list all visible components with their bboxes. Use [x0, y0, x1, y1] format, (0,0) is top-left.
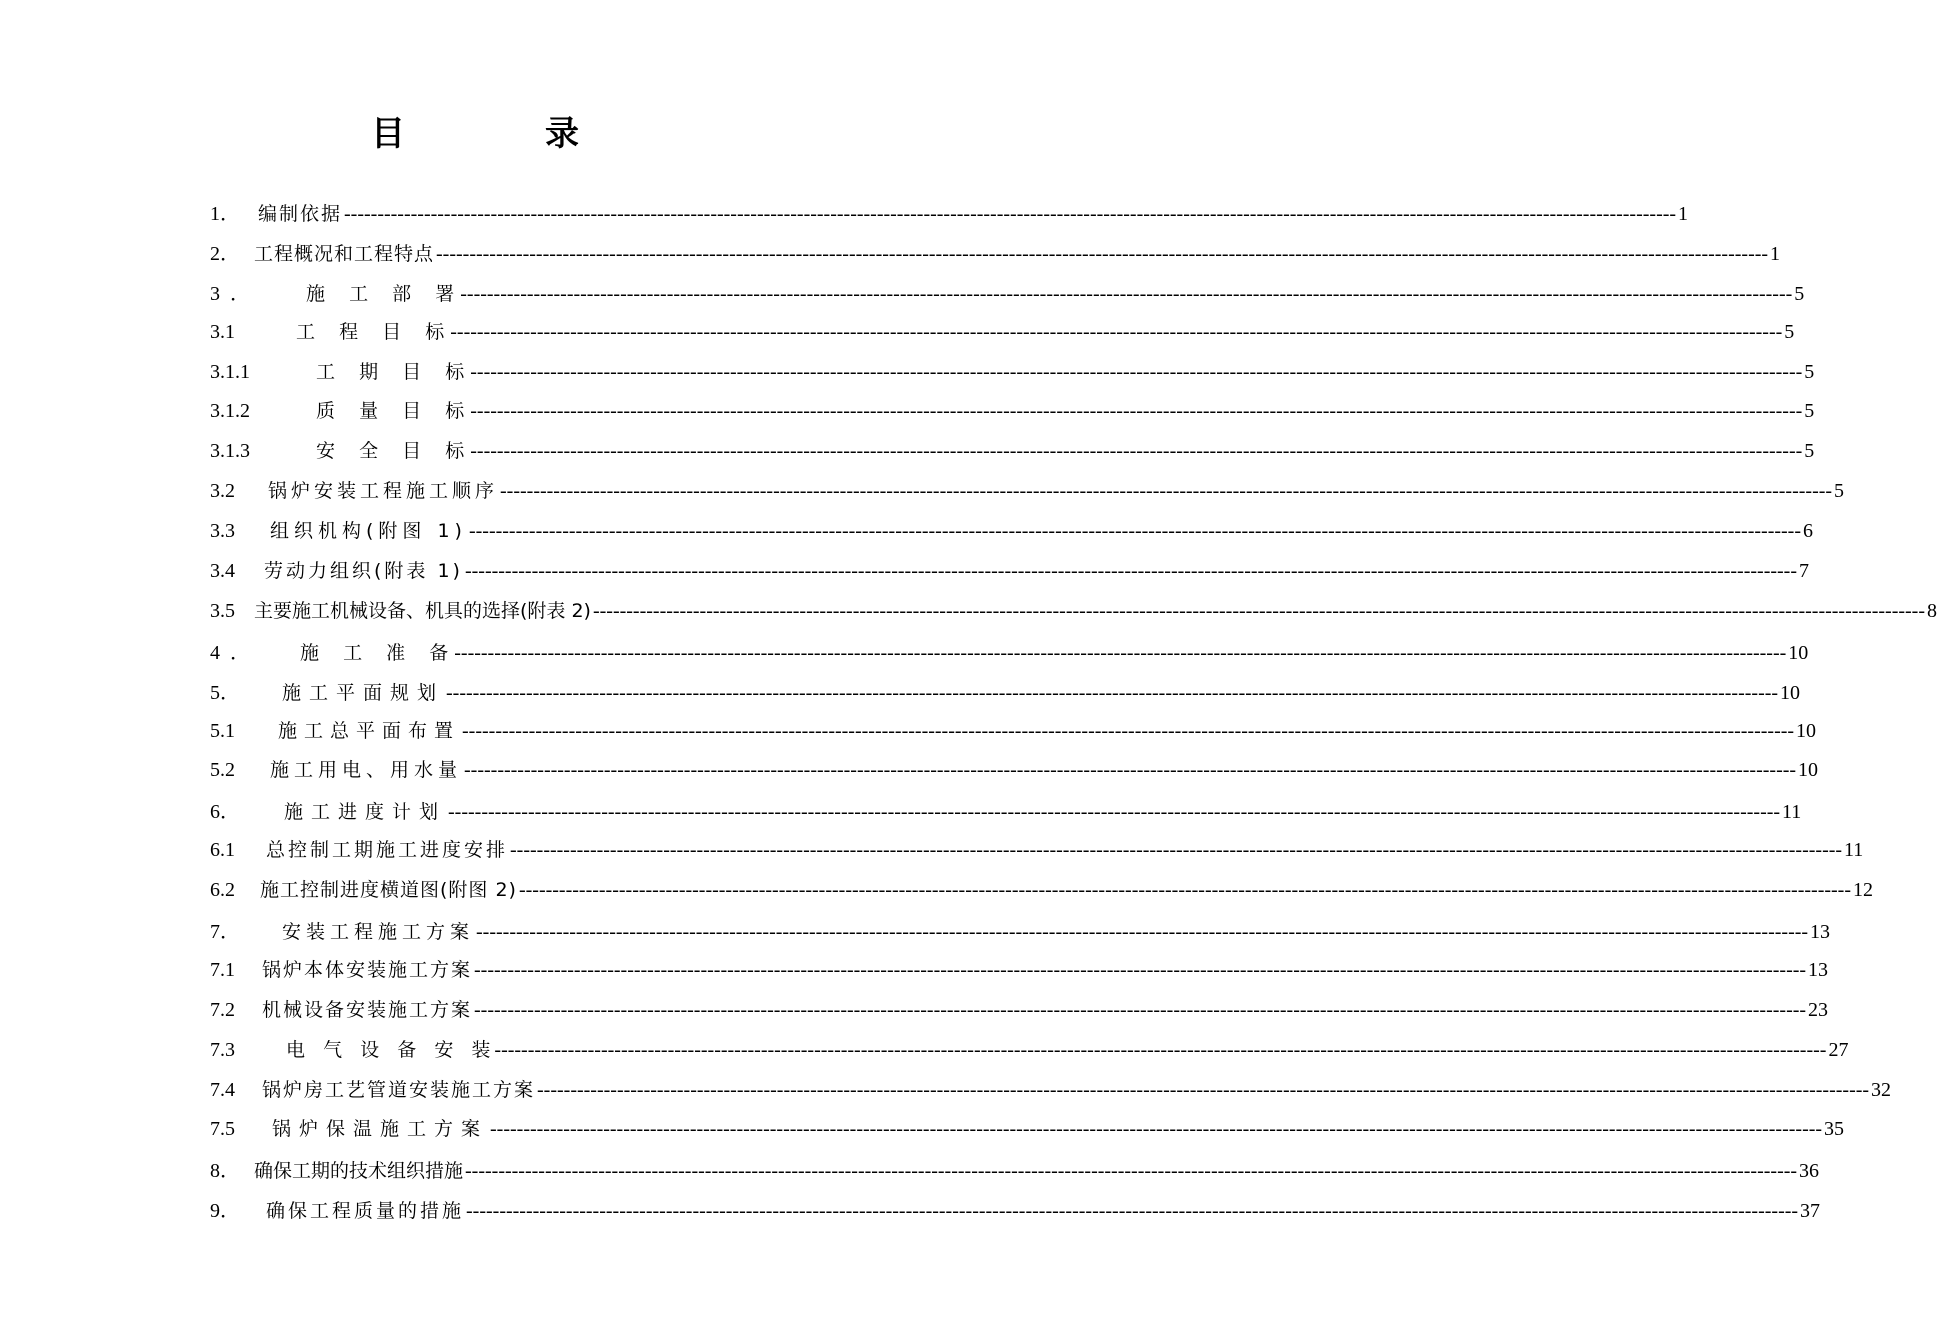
toc-entry-number: 3 ． — [210, 282, 250, 305]
toc-leader-dashes: -------------------------------------------------------------------------------------------------------------------------------------------------------------------------------------------------------- — [450, 320, 1783, 343]
toc-entry-title: 确保工程质量的措施 — [266, 1200, 465, 1223]
toc-leader-dashes: -------------------------------------------------------------------------------------------------------------------------------------------------------------------------------------------------------- — [510, 839, 1843, 862]
toc-entry[interactable] — [210, 676, 1801, 716]
page-title — [0, 106, 950, 155]
toc-entry-title: 施工进度计划 — [284, 801, 447, 824]
toc-entry-page-number: 5 — [1834, 480, 1845, 503]
toc-leader-dashes: -------------------------------------------------------------------------------------------------------------------------------------------------------------------------------------------------------- — [500, 480, 1833, 503]
toc-leader-dashes: -------------------------------------------------------------------------------------------------------------------------------------------------------------------------------------------------------- — [466, 1200, 1799, 1223]
toc-entry-title: 施 工 部 署 — [306, 282, 459, 305]
toc-entry-title: 锅炉本体安装施工方案 — [262, 958, 473, 981]
toc-leader-dashes: -------------------------------------------------------------------------------------------------------------------------------------------------------------------------------------------------------- — [436, 242, 1769, 265]
toc-leader-dashes: -------------------------------------------------------------------------------------------------------------------------------------------------------------------------------------------------------- — [460, 282, 1793, 305]
toc-leader-dashes: -------------------------------------------------------------------------------------------------------------------------------------------------------------------------------------------------------- — [448, 801, 1781, 824]
toc-entry-number: 7.5 — [210, 1118, 235, 1141]
toc-entry-page-number: 1 — [1770, 242, 1781, 265]
toc-leader-dashes: -------------------------------------------------------------------------------------------------------------------------------------------------------------------------------------------------------- — [470, 440, 1803, 463]
title-char-right: 录 — [545, 114, 579, 154]
toc-entry-number: 3.1 — [210, 320, 235, 343]
toc-leader-dashes: -------------------------------------------------------------------------------------------------------------------------------------------------------------------------------------------------------- — [464, 759, 1797, 782]
toc-entry-title: 锅炉安装工程施工顺序 — [268, 480, 499, 503]
toc-entry[interactable] — [210, 755, 1819, 795]
toc-entry-page-number: 11 — [1782, 801, 1802, 824]
toc-leader-dashes: -------------------------------------------------------------------------------------------------------------------------------------------------------------------------------------------------------- — [476, 921, 1809, 944]
toc-leader-dashes: -------------------------------------------------------------------------------------------------------------------------------------------------------------------------------------------------------- — [468, 520, 1801, 543]
toc-entry-number: 4 ． — [210, 641, 250, 664]
toc-entry-page-number: 13 — [1808, 958, 1829, 981]
toc-entry-page-number: 6 — [1803, 520, 1813, 543]
toc-entry-number: 5.2 — [210, 759, 235, 782]
toc-entry-page-number: 10 — [1780, 681, 1801, 704]
toc-entry[interactable] — [210, 835, 1864, 875]
toc-leader-dashes: -------------------------------------------------------------------------------------------------------------------------------------------------------------------------------------------------------- — [454, 641, 1787, 664]
toc-leader-dashes: -------------------------------------------------------------------------------------------------------------------------------------------------------------------------------------------------------- — [344, 203, 1677, 225]
table-of-contents — [210, 197, 1937, 1234]
toc-entry-page-number: 5 — [1794, 282, 1805, 305]
toc-entry[interactable] — [210, 955, 1829, 995]
toc-leader-dashes: -------------------------------------------------------------------------------------------------------------------------------------------------------------------------------------------------------- — [474, 998, 1807, 1021]
toc-entry-number: 6． — [210, 801, 240, 824]
toc-entry[interactable] — [210, 596, 1937, 636]
toc-entry-title: 施工总平面布置 — [278, 719, 461, 742]
toc-entry-number: 6.2 — [210, 879, 235, 902]
toc-entry-title: 施工控制进度横道图(附图 2) — [260, 879, 517, 902]
toc-entry-title: 工 期 目 标 — [316, 360, 469, 383]
toc-entry-title: 施 工 准 备 — [300, 641, 453, 664]
toc-leader-dashes: -------------------------------------------------------------------------------------------------------------------------------------------------------------------------------------------------------- — [470, 400, 1803, 423]
toc-entry-page-number: 13 — [1810, 921, 1831, 944]
toc-entry-title: 工程概况和工程特点 — [254, 242, 435, 265]
toc-entry-title: 确保工期的技术组织措施 — [254, 1160, 464, 1183]
toc-entry-page-number: 8 — [1927, 599, 1937, 622]
toc-entry-title: 机械设备安装施工方案 — [262, 998, 473, 1021]
toc-entry-number: 7.3 — [210, 1038, 235, 1061]
toc-entry-number: 3.1.3 — [210, 440, 250, 463]
toc-entry-title: 主要施工机械设备、机具的选择(附表 2) — [254, 599, 591, 622]
toc-entry-number: 3.4 — [210, 560, 235, 583]
toc-leader-dashes: -------------------------------------------------------------------------------------------------------------------------------------------------------------------------------------------------------- — [518, 879, 1851, 902]
toc-entry[interactable] — [210, 476, 1845, 516]
toc-entry[interactable] — [210, 556, 1809, 596]
toc-leader-dashes: -------------------------------------------------------------------------------------------------------------------------------------------------------------------------------------------------------- — [462, 719, 1795, 742]
toc-entry-title: 施工平面规划 — [282, 681, 445, 704]
toc-entry-page-number: 23 — [1808, 998, 1829, 1021]
toc-leader-dashes: -------------------------------------------------------------------------------------------------------------------------------------------------------------------------------------------------------- — [470, 360, 1803, 383]
toc-leader-dashes: -------------------------------------------------------------------------------------------------------------------------------------------------------------------------------------------------------- — [494, 1038, 1827, 1061]
toc-entry[interactable] — [210, 1035, 1849, 1075]
toc-entry-title: 锅炉房工艺管道安装施工方案 — [262, 1078, 536, 1101]
toc-entry[interactable] — [210, 436, 1815, 476]
toc-entry-number: 2． — [210, 242, 240, 265]
toc-entry[interactable] — [210, 1114, 1845, 1154]
toc-entry-title: 工 程 目 标 — [296, 320, 449, 343]
toc-entry-number: 1． — [210, 203, 240, 225]
toc-entry-page-number: 35 — [1824, 1118, 1845, 1141]
toc-entry-page-number: 36 — [1799, 1160, 1820, 1183]
toc-entry[interactable] — [210, 795, 1802, 835]
toc-entry-title: 施工用电、用水量 — [270, 759, 463, 782]
toc-entry[interactable] — [210, 197, 1689, 237]
toc-entry-title: 劳动力组织(附表 1) — [264, 560, 463, 583]
toc-entry-page-number: 10 — [1788, 641, 1809, 664]
toc-entry-number: 7.1 — [210, 958, 235, 981]
toc-entry[interactable] — [210, 357, 1815, 397]
toc-entry-number: 3.1.2 — [210, 400, 250, 423]
toc-leader-dashes: -------------------------------------------------------------------------------------------------------------------------------------------------------------------------------------------------------- — [474, 958, 1807, 981]
toc-entry-title: 安 全 目 标 — [316, 440, 469, 463]
toc-entry-title: 电 气 设 备 安 装 — [286, 1038, 493, 1061]
toc-entry-page-number: 5 — [1804, 360, 1815, 383]
toc-entry[interactable] — [210, 636, 1809, 676]
toc-entry-number: 3.1.1 — [210, 360, 250, 383]
toc-leader-dashes: -------------------------------------------------------------------------------------------------------------------------------------------------------------------------------------------------------- — [537, 1078, 1870, 1101]
toc-entry[interactable] — [210, 716, 1817, 756]
toc-entry-number: 7.4 — [210, 1078, 235, 1101]
toc-entry[interactable] — [210, 1194, 1821, 1234]
toc-entry-title: 组织机构(附图 1) — [270, 520, 467, 543]
toc-entry-title: 安装工程施工方案 — [282, 921, 475, 944]
toc-entry-page-number: 10 — [1798, 759, 1819, 782]
toc-entry-title: 质 量 目 标 — [316, 400, 469, 423]
toc-leader-dashes: -------------------------------------------------------------------------------------------------------------------------------------------------------------------------------------------------------- — [446, 681, 1779, 704]
toc-entry-page-number: 11 — [1844, 839, 1864, 862]
toc-entry-number: 9． — [210, 1200, 240, 1223]
toc-leader-dashes: -------------------------------------------------------------------------------------------------------------------------------------------------------------------------------------------------------- — [465, 1160, 1798, 1183]
toc-entry-title: 锅炉保温施工方案 — [272, 1118, 489, 1141]
toc-entry-page-number: 12 — [1853, 879, 1873, 902]
toc-entry-number: 7． — [210, 921, 240, 944]
toc-entry[interactable] — [210, 396, 1815, 436]
toc-entry-page-number: 27 — [1828, 1038, 1849, 1061]
toc-entry[interactable] — [210, 915, 1831, 955]
toc-entry[interactable] — [210, 1075, 1892, 1115]
toc-entry[interactable] — [210, 277, 1805, 317]
toc-entry-page-number: 5 — [1804, 440, 1815, 463]
toc-entry[interactable] — [210, 995, 1829, 1035]
toc-entry[interactable] — [210, 237, 1781, 277]
toc-entry-page-number: 32 — [1871, 1078, 1892, 1101]
toc-entry-number: 7.2 — [210, 998, 235, 1021]
toc-entry-number: 3.3 — [210, 520, 235, 543]
toc-entry-page-number: 7 — [1799, 560, 1809, 583]
toc-entry-number: 6.1 — [210, 839, 235, 862]
toc-entry[interactable] — [210, 875, 1873, 915]
toc-leader-dashes: -------------------------------------------------------------------------------------------------------------------------------------------------------------------------------------------------------- — [592, 599, 1925, 622]
toc-entry-page-number: 1 — [1678, 203, 1689, 225]
toc-entry-page-number: 5 — [1804, 400, 1815, 423]
toc-entry[interactable] — [210, 516, 1813, 556]
toc-entry-number: 3.5 — [210, 599, 235, 622]
toc-entry-number: 5.1 — [210, 719, 235, 742]
toc-entry-page-number: 10 — [1796, 719, 1817, 742]
toc-entry-number: 5． — [210, 681, 240, 704]
toc-entry-title: 总控制工期施工进度安排 — [266, 839, 509, 862]
toc-entry-title: 编制依据 — [258, 203, 343, 225]
toc-entry-number: 8． — [210, 1160, 240, 1183]
toc-entry-page-number: 37 — [1800, 1200, 1821, 1223]
toc-leader-dashes: -------------------------------------------------------------------------------------------------------------------------------------------------------------------------------------------------------- — [490, 1118, 1823, 1141]
toc-leader-dashes: -------------------------------------------------------------------------------------------------------------------------------------------------------------------------------------------------------- — [464, 560, 1797, 583]
toc-entry-number: 3.2 — [210, 480, 235, 503]
toc-entry[interactable] — [210, 317, 1795, 357]
title-char-left: 目 — [371, 114, 405, 154]
toc-entry-page-number: 5 — [1784, 320, 1795, 343]
toc-entry[interactable] — [210, 1154, 1820, 1194]
